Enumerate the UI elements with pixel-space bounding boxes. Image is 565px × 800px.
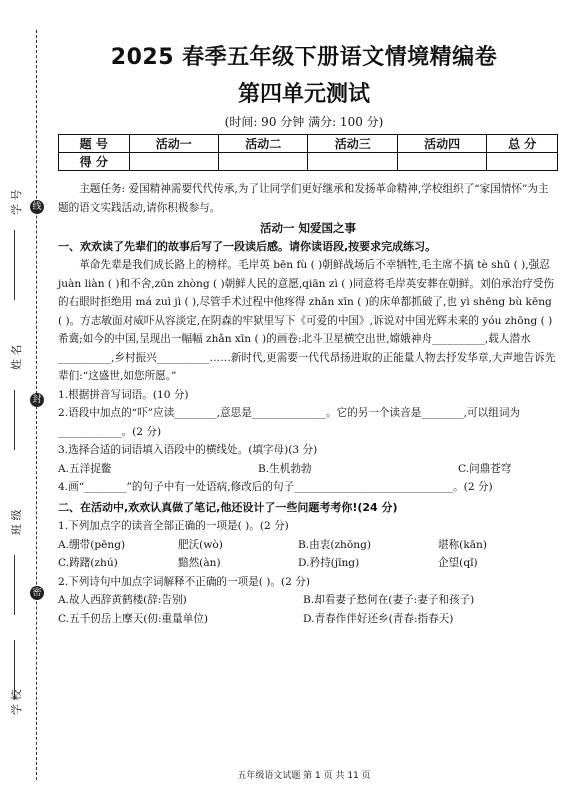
option-a[interactable]: A.五洋捉鳖 — [58, 462, 112, 475]
score-header-cell: 活动四 — [397, 135, 486, 153]
seal-line-marker: 线 — [30, 200, 44, 214]
question-1-3-options — [58, 460, 558, 479]
class-field[interactable] — [14, 555, 15, 615]
option-b[interactable]: B.却看妻子愁何在(妻子:妻子和孩子) — [303, 594, 475, 606]
time-score-info: (时间: 90 分钟 满分: 100 分) — [224, 115, 384, 129]
option-a[interactable]: A.绷带(pēng) — [58, 538, 126, 551]
binding-margin — [0, 0, 50, 800]
activity-one-title: 活动一 知爱国之事 — [259, 221, 356, 235]
score-header-cell: 活动一 — [129, 135, 218, 153]
score-cell[interactable] — [129, 153, 218, 171]
exam-page — [50, 0, 558, 800]
option-b[interactable]: B.由衷(zhōng) — [298, 538, 371, 551]
option-c[interactable]: C.问鼎苍穹 — [458, 462, 512, 475]
option-b[interactable]: B.生机勃勃 — [258, 462, 312, 475]
score-cell[interactable] — [487, 153, 558, 171]
student-id-label: 学 号 — [10, 189, 23, 215]
student-id-field[interactable] — [14, 230, 15, 300]
option-a-word2: 肥沃(wò) — [178, 538, 223, 551]
score-header-cell: 题 号 — [59, 135, 130, 153]
student-name-label: 姓 名 — [10, 344, 23, 370]
question-2-1: 1.下列加点字的读音全部正确的一项是( )。(2 分) — [58, 520, 289, 532]
option-c[interactable]: C.踌躇(zhú) — [58, 557, 118, 569]
score-cell[interactable] — [308, 153, 397, 171]
question-2-1-options-row1 — [58, 536, 558, 555]
question-two-heading: 二、在活动中,欢欢认真做了笔记,他还设计了一些问题考考你!(24 分) — [58, 500, 398, 514]
score-header-cell: 活动三 — [308, 135, 397, 153]
option-a[interactable]: A.故人西辞黄鹤楼(辞:告别) — [58, 594, 187, 606]
score-header-cell: 活动二 — [219, 135, 308, 153]
question-1-2: 2.语段中加点的“吓”应读________,意思是______________。它的另一个读音是________,可以组词为____________。(2 分) — [58, 407, 521, 438]
option-d[interactable]: D.青春作伴好还乡(青春:指春天) — [303, 612, 454, 625]
page-footer: 五年级语文试题 第 1 页 共 11 页 — [237, 771, 371, 781]
student-name-field[interactable] — [14, 390, 15, 450]
school-field[interactable] — [14, 640, 15, 700]
school-label: 学 校 — [10, 689, 23, 715]
question-1-1: 1.根据拼音写词语。(10 分) — [58, 388, 189, 401]
seal-secret-marker: 密 — [30, 586, 44, 600]
exam-title: 2025 春季五年级下册语文情境精编卷 — [110, 45, 498, 70]
option-d-word2: 企望(qǐ) — [438, 557, 478, 569]
seal-seal-marker: 封 — [30, 393, 44, 407]
score-table — [58, 134, 558, 171]
question-one-heading: 一、欢欢读了先辈们的故事后写了一段读后感。请你读语段,按要求完成练习。 — [58, 239, 437, 253]
score-row-label: 得 分 — [59, 153, 130, 171]
exam-body — [58, 180, 558, 628]
score-cell[interactable] — [219, 153, 308, 171]
unit-title: 第四单元测试 — [237, 82, 370, 107]
score-table-score-row — [59, 153, 558, 171]
option-c[interactable]: C.五千仞岳上摩天(仞:重量单位) — [58, 612, 209, 625]
question-2-2-options-row1 — [58, 591, 558, 610]
question-2-2-options-row2 — [58, 610, 558, 629]
reading-passage: 革命先辈是我们成长路上的榜样。毛岸英 bēn fù ( )朝鲜战场后不幸牺牲,毛主席不搞 tè shū ( ),强忍 juàn liàn ( )和不舍,zūn zhòng ( )朝鲜人民的意愿,qiān zì ( )同意将毛岸英安葬在朝鲜。刘伯承治疗受伤的右眼时拒绝用 má zuì jì ( ),尽管手术过程中他疼得 zhǎn xīn ( )的床单都抓破了,也 yì shēng bù kēng ( )。方志敏面对威吓从容淡定,在阴森的牢狱里写下《可爱的中国》,诉说对中国光辉未来的 yóu zhōng ( )希冀;如今的中国,呈现出一幅幅 zhǎn xīn ( )的画卷:北斗卫星横空出世,嫦娥神舟__________,载人潜水__________,乡村振兴__________……新时代,更需要一代代昂扬进取的正能量人物去抒发华章,大声地告诉先辈们:“这盛世,如您所愿。” — [58, 259, 556, 382]
theme-task-intro: 主题任务: 爱国精神需要代代传承,为了让同学们更好继承和发扬革命精神,学校组织了“家国情怀”为主题的语文实践活动,请你积极参与。 — [58, 183, 549, 214]
question-2-2: 2.下列诗句中加点字词解释不正确的一项是( )。(2 分) — [58, 575, 310, 588]
option-c-word2: 黯然(àn) — [178, 557, 221, 569]
question-1-3: 3.选择合适的词语填入语段中的横线处。(填字母)(3 分) — [58, 444, 318, 456]
option-b-word2: 堪称(kān) — [438, 538, 488, 551]
question-1-4: 4.画“________”的句子中有一处语病,修改后的句子______________________________。(2 分) — [58, 481, 493, 493]
score-header-cell: 总 分 — [487, 135, 558, 153]
option-d[interactable]: D.矜持(jīng) — [298, 557, 360, 569]
score-table-header-row — [59, 135, 558, 153]
question-2-1-options-row2 — [58, 554, 558, 573]
class-label: 班 级 — [10, 509, 23, 535]
score-cell[interactable] — [397, 153, 486, 171]
